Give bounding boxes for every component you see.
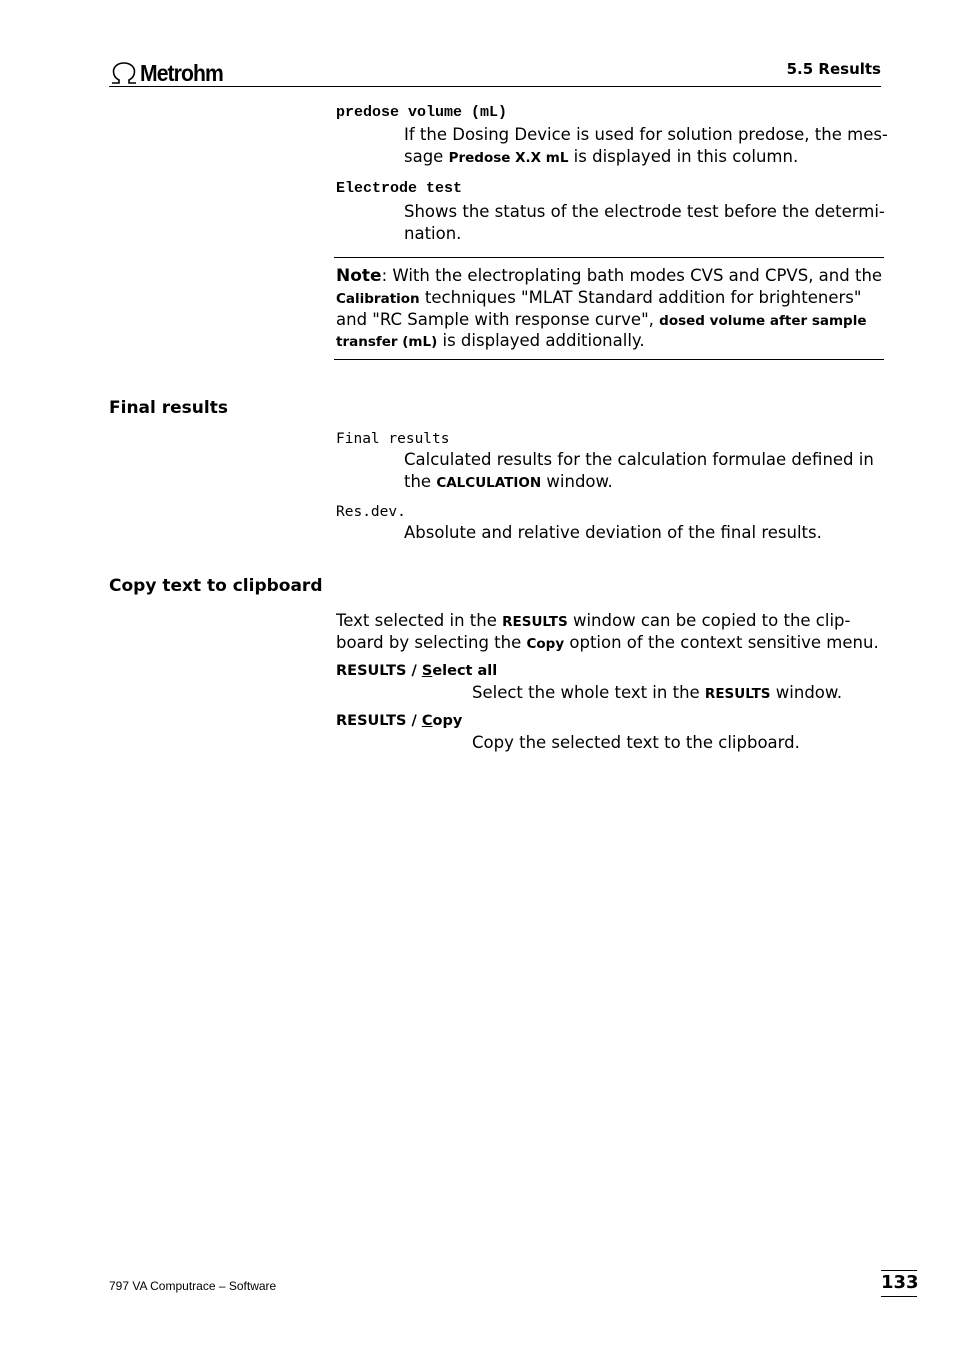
note-line3: and "RC Sample with response curve", dosed volume after sample xyxy=(336,310,867,329)
electrode-desc-line2: nation. xyxy=(404,224,462,243)
note-top-rule xyxy=(334,257,884,258)
clipboard-para-line1: Text selected in the RESULTS window can be copied to the clip- xyxy=(336,611,851,630)
electrode-desc-line1: Shows the status of the electrode test before the determi- xyxy=(404,202,885,221)
term-predose-volume: predose volume (mL) xyxy=(336,104,508,121)
note-line4: transfer (mL) is displayed additionally. xyxy=(336,331,645,350)
omega-logo-icon xyxy=(109,61,139,85)
heading-copy-clipboard: Copy text to clipboard xyxy=(109,576,323,596)
note-bottom-rule xyxy=(334,359,884,360)
final-results-desc-line2: the CALCULATION window. xyxy=(404,472,613,491)
res-dev-desc: Absolute and relative deviation of the final results. xyxy=(404,523,822,542)
page-number: 133 xyxy=(881,1272,919,1293)
header-divider xyxy=(109,86,881,87)
select-all-desc: Select the whole text in the RESULTS window. xyxy=(472,683,843,702)
note-line2: Calibration techniques "MLAT Standard addition for brighteners" xyxy=(336,288,862,307)
note-line1: Note: With the electroplating bath modes CVS and CPVS, and the xyxy=(336,266,883,286)
predose-desc-line2: sage Predose X.X mL is displayed in this column. xyxy=(404,147,799,166)
predose-message-keyword: Predose X.X mL xyxy=(448,150,569,166)
section-title: 5.5 Results xyxy=(786,60,881,78)
final-results-desc-line1: Calculated results for the calculation formulae defined in xyxy=(404,450,874,469)
menu-path-select-all: RESULTS / Select all xyxy=(336,663,498,679)
note-label: Note xyxy=(336,266,382,286)
menu-path-copy: RESULTS / Copy xyxy=(336,713,463,729)
page-number-bottom-rule xyxy=(881,1296,917,1297)
clipboard-para-line2: board by selecting the Copy option of the context sensitive menu. xyxy=(336,633,879,652)
predose-desc-line1: If the Dosing Device is used for solution predose, the mes- xyxy=(404,125,888,144)
logo-wordmark: Metrohm xyxy=(140,59,223,86)
footer-product: 797 VA Computrace – Software xyxy=(109,1279,277,1293)
term-res-dev: Res.dev. xyxy=(336,504,406,520)
copy-desc: Copy the selected text to the clipboard. xyxy=(472,733,800,752)
heading-final-results: Final results xyxy=(109,398,228,418)
page-number-top-rule xyxy=(881,1270,917,1271)
term-final-results: Final results xyxy=(336,431,450,447)
term-electrode-test: Electrode test xyxy=(336,180,463,197)
metrohm-logo xyxy=(109,59,230,87)
